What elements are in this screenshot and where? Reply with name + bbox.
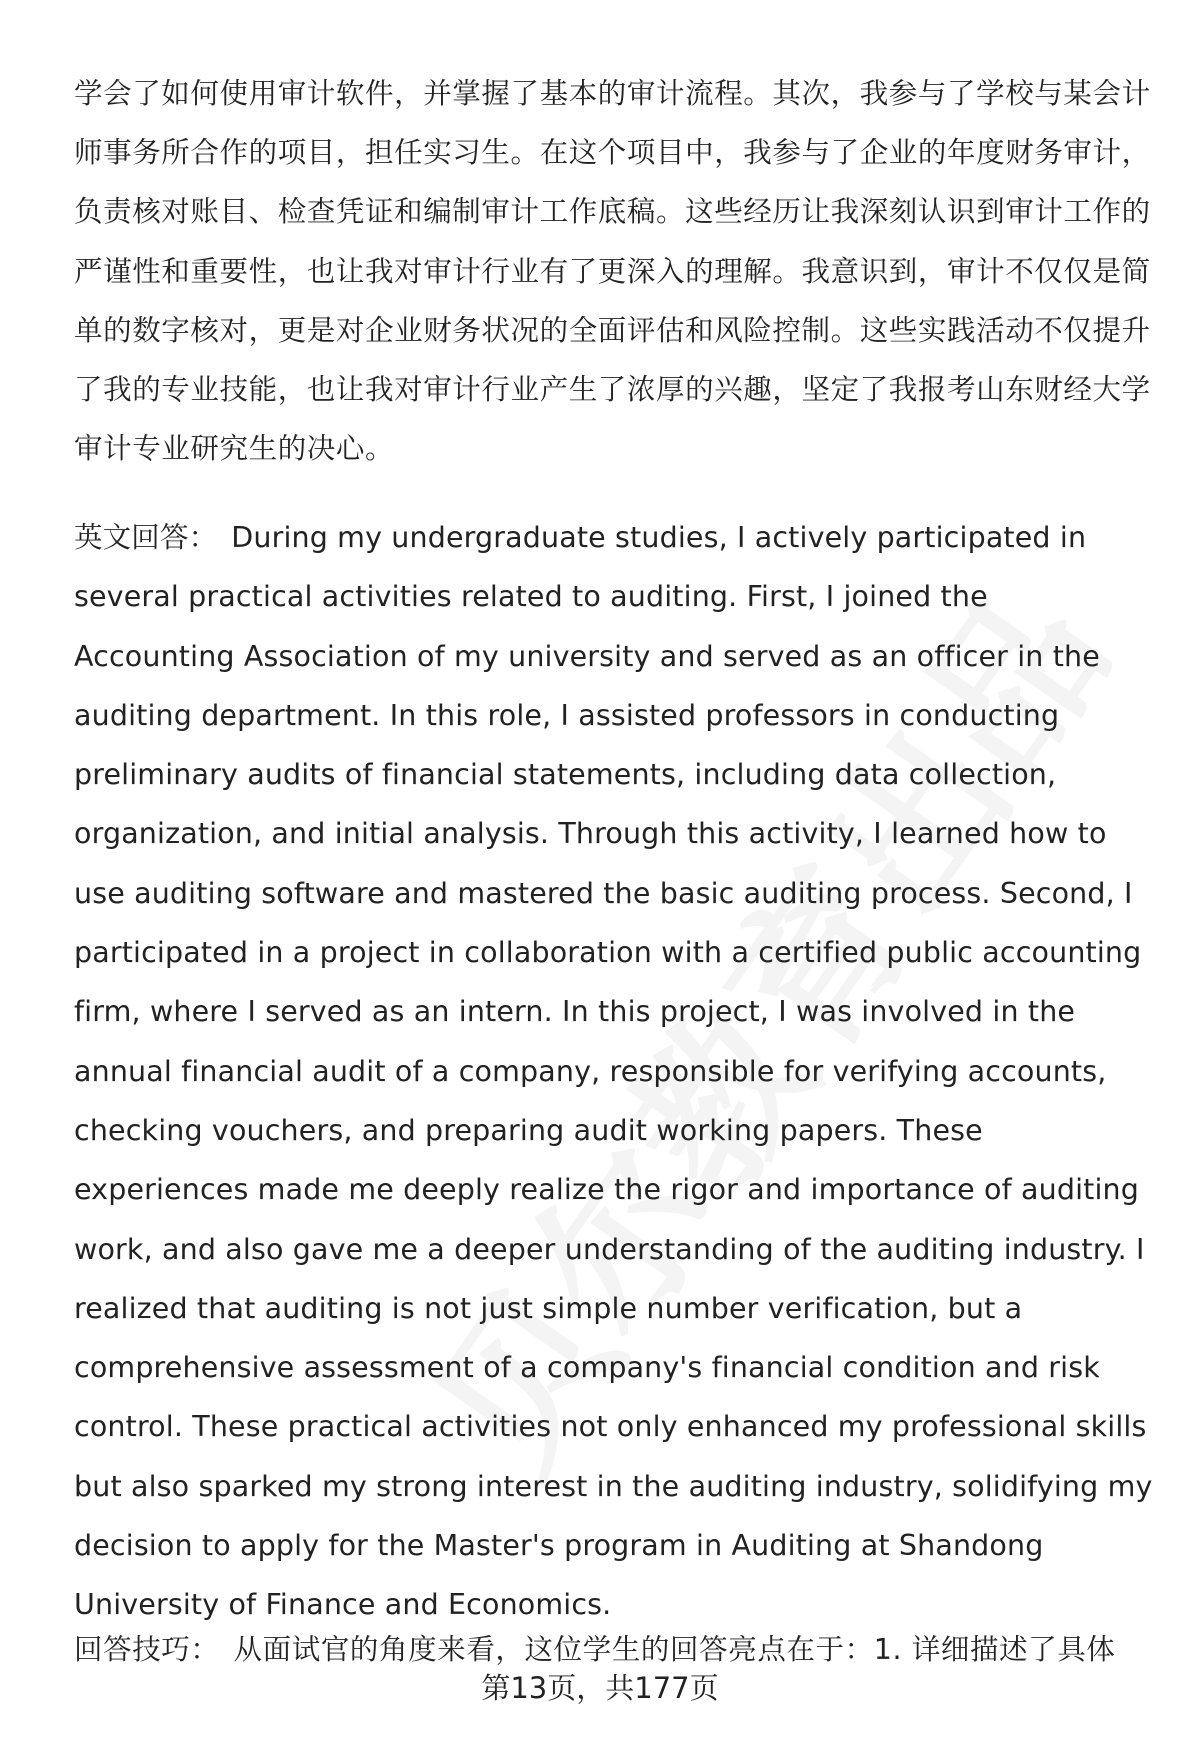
chinese-answer-paragraph: 学会了如何使用审计软件，并掌握了基本的审计流程。其次，我参与了学校与某会计师事务所合作的项目，担任实习生。在这个项目中，我参与了企业的年度财务审计，负责核对账目、检查凭证和编制审计工作底稿。这些经历让我深刻认识到审计工作的严谨性和重要性，也让我对审计行业有了更深入的理解。我意识到，审计不仅仅是简单的数字核对，更是对企业财务状况的全面评估和风险控制。这些实践活动不仅提升了我的专业技能，也让我对审计行业产生了浓厚的兴趣，坚定了我报考山东财经大学审计专业研究生的决心。 (74, 77, 1151, 466)
page-number-footer: 第13页，共177页 (481, 1671, 719, 1705)
english-answer-label: 英文回答： (74, 521, 218, 554)
answer-tips-label: 回答技巧： (74, 1633, 220, 1666)
english-answer-paragraph (74, 508, 1154, 1635)
answer-tips-text: 从面试官的角度来看，这位学生的回答亮点在于：1. 详细描述了具体 (233, 1633, 1116, 1666)
english-answer-text: During my undergraduate studies, I actively participated in several practical activities related to auditing. First, I joined the Accounting Association of my university and served as an officer in the auditing department. In this role, I assisted professors in conducting preliminary audits of financial statements, including data collection, organization, and initial analysis. Through this activity, I learned how to use auditing software and mastered the basic auditing process. Second, I participated in a project in collaboration with a certified public accounting firm, where I served as an intern. In this project, I was involved in the annual financial audit of a company, responsible for verifying accounts, checking vouchers, and preparing audit working papers. These experiences made me deeply realize the rigor and importance of auditing work, and also gave me a deeper understanding of the auditing industry. I realized that auditing is not just simple number verification, but a comprehensive assessment of a company's financial condition and risk control. These practical activities not only enhanced my professional skills but also sparked my strong interest in the auditing industry, solidifying my decision to apply for the Master's program in Auditing at Shandong University of Finance and Economics. (74, 521, 1153, 1622)
